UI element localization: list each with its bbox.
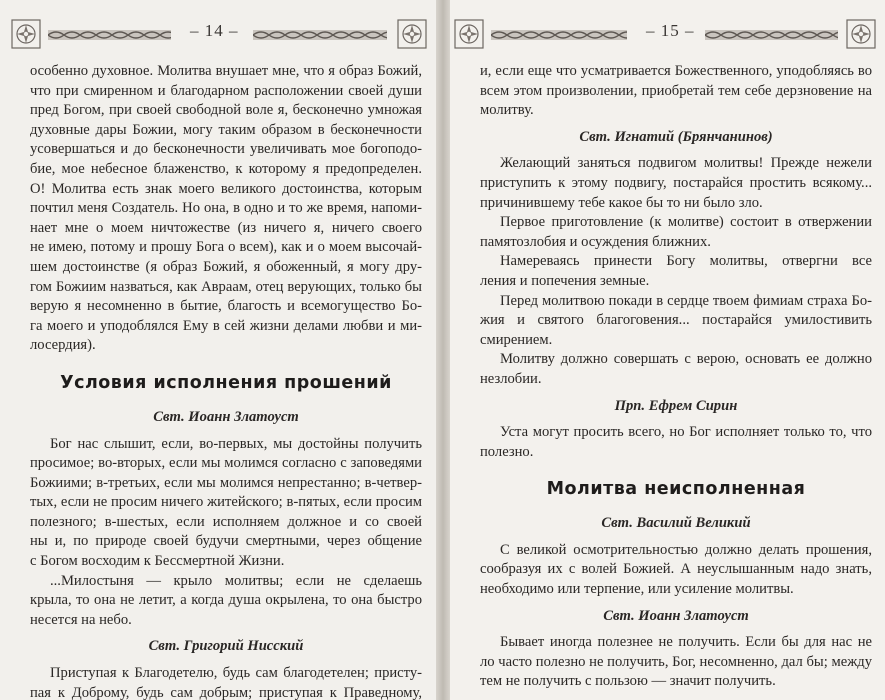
ornament-rosette-icon: [845, 18, 877, 50]
text-line: гом Божиим назваться, как Авраам, отец верующих, только бы: [30, 278, 422, 295]
text-line: не имею, потому и прошу Бога о всем), как и о моем высочай-: [30, 239, 422, 256]
text-line: ло часто полезно не получить, Бог, несомненно, дал бы; между: [480, 653, 872, 670]
text-line: Бывает иногда полезнее не получить. Если бы для нас не: [500, 634, 872, 651]
book-gutter: [436, 0, 450, 700]
section-heading: Условия исполнения прошений: [60, 372, 392, 393]
text-line: С великой осмотрительностью должно делать прошения,: [500, 541, 872, 558]
text-line: лосердия).: [30, 337, 96, 354]
text-line: что при смиренном и благодарном расположении своей души: [30, 82, 422, 99]
text-line: О! Молитва есть знак моего великого достоинства, которым: [30, 180, 422, 197]
ornament-band: [705, 29, 838, 41]
ornament-band: [48, 29, 171, 41]
author-attribution: Свт. Иоанн Златоуст: [603, 607, 749, 624]
text-line: молитву.: [480, 102, 534, 119]
text-line: усовершаться и до бесконечности увеличивать мое богоподо-: [30, 141, 422, 158]
text-line: полезно.: [480, 443, 534, 460]
author-attribution: Свт. Игнатий (Брянчанинов): [579, 128, 773, 145]
text-line: нает мне о моем ничтожестве (из ничего я, ничего своего: [30, 219, 422, 236]
text-line: ны и, по природе своей будучи смертными, через общение: [30, 533, 422, 550]
right-page-text: [480, 62, 872, 700]
author-attribution: Прп. Ефрем Сирин: [614, 397, 738, 414]
author-attribution: Свт. Григорий Нисский: [148, 638, 304, 655]
left-page-text: [30, 62, 422, 700]
text-line: ...Милостыня — крыло молитвы; если не сделаешь: [50, 572, 422, 589]
ornament-rosette-icon: [10, 18, 42, 50]
text-line: бие, мое небесное блаженство, к которому я предопределен.: [30, 160, 422, 177]
text-line: духовные дары Божии, могу таким образом в бесконечности: [30, 121, 422, 138]
text-line: несется на небо.: [30, 611, 132, 628]
ornament-band: [253, 29, 387, 41]
text-line: шем достоинстве (я образ Божий, я обоженный, я могу дру-: [30, 258, 422, 275]
ornament-band: [491, 29, 627, 41]
text-line: всем этом произволении, приобретай тем себе дерзновение на: [480, 82, 872, 99]
text-line: и, если еще что усматривается Божественного, уподобляясь во: [480, 63, 872, 79]
page-number: – 14 –: [190, 21, 239, 40]
left-page-header: [10, 18, 430, 52]
text-line: пред Богом, при своей свободной воле я, бесконечно умножая: [30, 102, 422, 119]
text-line: верую я несомненно в бытие, благость и всемогущество Бо-: [30, 298, 422, 315]
text-line: сообразуя их с волей Божией. А неуслышанным надо знать,: [480, 561, 872, 578]
text-line: Бог нас слышит, если, во-первых, мы достойны получить: [50, 435, 422, 452]
left-page: [0, 0, 440, 700]
text-line: тем не получить с пользою — значит получить.: [480, 673, 776, 690]
text-line: полезного; в-шестых, если исполняем должное и со своей: [30, 513, 422, 530]
right-page: [445, 0, 885, 700]
text-line: почтил меня Создатель. Но она, в одно и то же время, напоми-: [30, 200, 422, 217]
text-line: крыла, то она не летит, а когда душа окрылена, то она быстро: [30, 592, 422, 609]
text-line: га моего и уподоблялся Ему в сей жизни делами любви и ми-: [30, 317, 422, 334]
text-line: смирением.: [480, 331, 553, 348]
text-line: незлобии.: [480, 370, 542, 387]
text-line: Перед молитвою покади в сердце твоем фимиам страха Бо-: [500, 292, 872, 309]
text-line: Молитву должно совершать с верою, основать ее должно: [500, 351, 872, 368]
text-line: Уста могут просить всего, но Бог исполняет только то, что: [500, 424, 872, 441]
text-line: ления и попечения земные.: [480, 272, 650, 289]
ornament-rosette-icon: [453, 18, 485, 50]
text-line: жия и святого благоговения... постарайся умилостивить: [480, 312, 872, 329]
text-line: памятозлобия и осуждения ближних.: [480, 233, 711, 250]
text-line: Приступая к Благодетелю, будь сам благодетелен; присту-: [50, 665, 422, 682]
text-line: особенно духовное. Молитва внушает мне, что я образ Божий,: [30, 63, 422, 79]
text-line: Намереваясь принести Богу молитвы, отвергни все: [500, 253, 872, 270]
author-attribution: Свт. Иоанн Златоуст: [153, 408, 299, 425]
text-line: Первое приготовление (к молитве) состоит в отвержении: [500, 214, 872, 231]
text-line: Желающий заняться подвигом молитвы! Прежде нежели: [500, 155, 872, 172]
text-line: Божиими; в-третьих, если мы молимся непрестанно; в-четвер-: [30, 474, 422, 491]
text-line: просимое; во-вторых, если мы молимся согласно с заповедями: [30, 455, 422, 472]
text-line: с Богом восходим к Бессмертной Жизни.: [30, 553, 285, 570]
right-page-header: [453, 18, 878, 52]
author-attribution: Свт. Василий Великий: [601, 515, 751, 532]
ornament-rosette-icon: [396, 18, 428, 50]
text-line: необходимо или терпение, или усиление молитвы.: [480, 581, 794, 598]
section-heading: Молитва неисполненная: [546, 479, 806, 500]
text-line: причинившему тебе какое бы то ни было зло.: [480, 194, 763, 211]
text-line: пая к Доброму, будь сам добрым; приступая к Праведному,: [30, 684, 422, 700]
text-line: тых, если не просим ничего житейского; в-пятых, если просим: [30, 494, 422, 511]
text-line: приступить к этому подвигу, постарайся простить всякому...: [480, 174, 872, 191]
page-number: – 15 –: [646, 21, 695, 40]
